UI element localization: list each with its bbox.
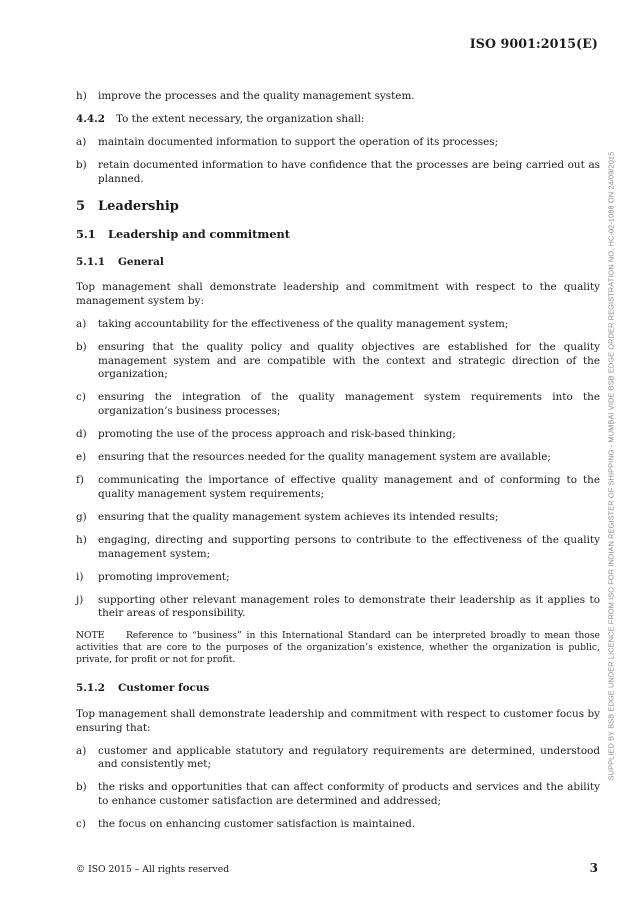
section-heading-5-1-2 [76, 682, 600, 696]
list-item [76, 474, 600, 501]
note-paragraph [76, 630, 600, 666]
list-label: c) [76, 818, 86, 831]
list-item [76, 159, 600, 186]
section-number: 5.1.1 [76, 255, 105, 268]
licence-watermark: SUPPLIED BY BSB EDGE UNDER LICENCE FROM ISO FOR INDIAN REGISTER OF SHIPPING - MUMBAI VIDE BSB EDGE ORDER REGISTRATION NO. HC-02-1088 ON 24/09/2015 [606, 151, 616, 781]
list-text: ensuring that the quality policy and quality objectives are established for the quality management system and are compatible with the context and strategic direction of the organization; [98, 341, 600, 381]
list-item [76, 534, 600, 561]
list-item [76, 571, 600, 585]
list-item [76, 428, 600, 442]
list-text: ensuring that the quality management system achieves its intended results; [98, 510, 499, 523]
list-item [76, 594, 600, 621]
clause-text: To the extent necessary, the organization shall: [116, 113, 365, 126]
list-item [76, 745, 600, 772]
list-text: the focus on enhancing customer satisfaction is maintained. [98, 818, 416, 831]
list-item [76, 136, 600, 150]
list-text: the risks and opportunities that can affect conformity of products and services and the ability to enhance customer satisfaction are determined and addressed; [98, 781, 600, 807]
list-label: h) [76, 90, 87, 102]
list-text: ensuring that the resources needed for the quality management system are available; [98, 451, 551, 464]
list-label: b) [76, 781, 87, 794]
section-title: General [118, 255, 164, 268]
list-item [76, 341, 600, 382]
list-label: a) [76, 744, 87, 757]
section-heading-5-1 [76, 228, 600, 242]
list-text: retain documented information to have confidence that the processes are being carried out as planned. [98, 159, 600, 185]
list-label: a) [76, 317, 87, 330]
list-label: e) [76, 451, 87, 464]
section-title: Leadership [98, 199, 179, 215]
clause-4-4-2 [76, 113, 600, 127]
list-text: ensuring the integration of the quality management system requirements into the organization’s business processes; [98, 391, 600, 417]
list-label: b) [76, 159, 87, 172]
section-heading-5-1-1 [76, 256, 600, 270]
list-item [76, 451, 600, 465]
list-item [76, 318, 600, 332]
note-text: Reference to “business” in this International Standard can be interpreted broadly to mean those activities that are core to the purposes of the organization’s existence, whether the organization is public, private, for profit or not for profit. [76, 630, 600, 666]
section-heading-5 [76, 200, 600, 214]
list-text: maintain documented information to support the operation of its processes; [98, 136, 499, 149]
list-item [76, 511, 600, 525]
section-number: 5.1.2 [76, 682, 105, 695]
standard-id-header: ISO 9001:2015(E) [469, 36, 598, 51]
page-number: 3 [589, 861, 598, 875]
list-item [76, 90, 600, 104]
list-text: promoting the use of the process approach and risk-based thinking; [98, 428, 456, 440]
list-text: supporting other relevant management roles to demonstrate their leadership as it applies to their areas of responsibility. [98, 593, 600, 620]
list-item [76, 781, 600, 808]
list-text: improve the processes and the quality management system. [98, 90, 415, 102]
list-label: a) [76, 136, 87, 149]
list-text: communicating the importance of effective quality management and of conforming to the quality management system requirements; [98, 474, 600, 500]
intro-paragraph: Top management shall demonstrate leadership and commitment with respect to customer focus by ensuring that: [76, 708, 600, 734]
section-title: Leadership and commitment [108, 227, 290, 242]
intro-paragraph: Top management shall demonstrate leadership and commitment with respect to the quality management system by: [76, 281, 600, 307]
list-label: g) [76, 510, 87, 523]
list-label: i) [76, 570, 84, 583]
clause-number: 4.4.2 [76, 113, 105, 126]
list-text: taking accountability for the effectiveness of the quality management system; [98, 317, 509, 330]
list-text: customer and applicable statutory and regulatory requirements are determined, understood and consistently met; [98, 744, 600, 771]
list-label: b) [76, 341, 87, 354]
list-item [76, 391, 600, 418]
list-text: engaging, directing and supporting persons to contribute to the effectiveness of the quality management system; [98, 533, 600, 560]
section-number: 5 [76, 199, 86, 215]
list-text: promoting improvement; [98, 570, 230, 583]
list-label: j) [76, 593, 84, 606]
list-label: c) [76, 391, 86, 404]
list-item [76, 818, 600, 832]
section-title: Customer focus [118, 682, 210, 695]
page-content [76, 90, 600, 841]
copyright-footer: © ISO 2015 – All rights reserved [76, 864, 230, 875]
list-label: d) [76, 428, 87, 440]
list-label: h) [76, 533, 87, 546]
section-number: 5.1 [76, 227, 96, 242]
note-label: NOTE [76, 630, 105, 642]
list-label: f) [76, 474, 84, 487]
